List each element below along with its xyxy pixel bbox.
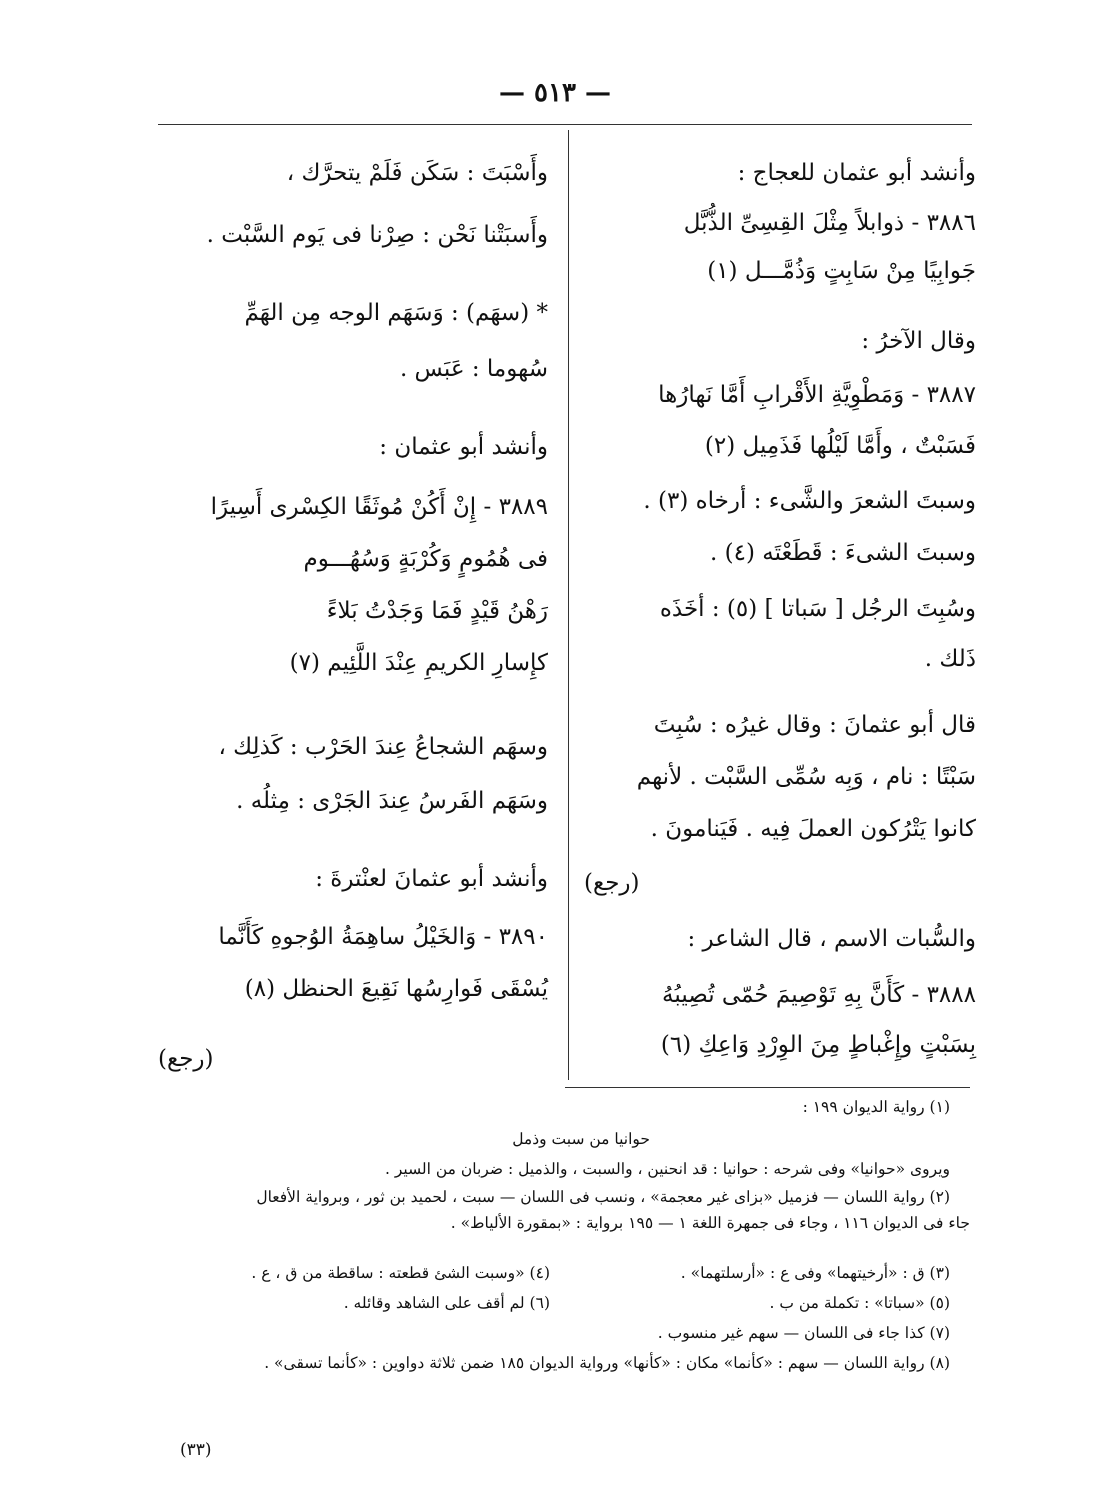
footnote: (٣) ق : «أرخيتهما» وفى ع : «أرسلتهما» . — [680, 1264, 950, 1282]
footnote: (٢) رواية اللسان — فزميل «بزاى غير معجمة» ، ونسب فى اللسان — سبت ، لحميد بن ثور ، وبرواية الأفعال — [256, 1188, 950, 1206]
verse-line: بِسَبْتٍ وإِغْباطٍ مِنَ الوِرْدِ وَاعِكِ (٦) — [660, 1032, 976, 1058]
text-line: كانوا يَتْرُكون العملَ فِيه . فَيَنامونَ . — [650, 816, 976, 842]
text-line: وسهَم الشجاعُ عِندَ الحَرْب : كَذلِك ، — [218, 734, 548, 760]
text-line: وأَسبَتْنا نَحْن : صِرْنا فى يَوم السَّبْت . — [206, 222, 548, 248]
text-line: وأنشد أبو عثمان : — [379, 434, 548, 460]
text-line: وقال الآخرُ : — [861, 328, 976, 354]
footnote-rule — [565, 1087, 970, 1088]
verse-line: يُسْقَى فَوارِسُها نَقِيعَ الحنظل (٨) — [244, 976, 548, 1002]
footnote: جاء فى الديوان ١١٦ ، وجاء فى جمهرة اللغة ١ — ١٩٥ برواية : «بمقورة الألياط» . — [450, 1214, 970, 1232]
top-rule — [158, 124, 972, 125]
text-line: والسُّبات الاسم ، قال الشاعر : — [687, 926, 976, 952]
text-line: وسُبِتَ الرجُل [ سَباتا ] (٥) : أخَذَه — [659, 596, 976, 622]
verse-line: فَسَبْتٌ ، وأَمَّا لَيْلُها فَذَمِيل (٢) — [704, 433, 976, 459]
verse-line: ٣٨٨٧ - وَمَطْوِيَّةِ الأَقْرابِ أَمَّا نَهارُها — [658, 382, 976, 408]
text-line: وأنشد أبو عثمانَ لعنْترةَ : — [315, 866, 548, 892]
footnote: (٧) كذا جاء فى اللسان — سهم غير منسوب . — [657, 1324, 950, 1342]
footnote: (٤) «وسبت الشئ قطعته : ساقطة من ق ، ع . — [251, 1264, 550, 1282]
footnote: (٦) لم أقف على الشاهد وقائله . — [343, 1294, 550, 1312]
text-line: وأنشد أبو عثمان للعجاج : — [737, 160, 976, 186]
text-line: وسَهَم الفَرسُ عِندَ الجَرْى : مِثلُه . — [236, 788, 548, 814]
verse-line: ٣٨٨٨ - كَأَنَّ بِهِ تَوْصِيمَ حُمّى تُصِيبُهُ — [662, 982, 976, 1008]
verse-line: ٣٨٨٦ - ذوابلاً مِثْلَ القِسِىِّ الذُّبَّل — [683, 210, 976, 236]
verse-line: جَوابِيًا مِنْ سَابِتٍ وَذُمَّـــل (١) — [707, 258, 976, 284]
return-marker: (رجع) — [158, 1046, 214, 1072]
footnote: (٨) رواية اللسان — سهم : «كأنما» مكان : «كأنها» ورواية الديوان ١٨٥ ضمن ثلاثة دواوين : «كأنما تسقى» . — [264, 1354, 950, 1372]
text-line: سُهوما : عَبَس . — [399, 356, 548, 382]
text-line: قال أبو عثمانَ : وقال غيرُه : سُبِتَ — [653, 712, 976, 738]
text-line: وأَسْبَتَ : سَكَن فَلَمْ يتحرَّك ، — [286, 160, 548, 186]
text-line: سَبْتًا : نام ، وَبِه سُمِّى السَّبْت . لأنهم — [636, 764, 976, 790]
verse-line: فى هُمُومٍ وَكُرْبَةٍ وَسُهُـــوم — [303, 546, 548, 572]
text-line: * (سهَم) : وَسَهَم الوجه مِن الهَمِّ — [244, 300, 548, 326]
text-line: ذَلك . — [924, 646, 976, 672]
verse-line: ٣٨٩٠ - وَالخَيْلُ ساهِمَةُ الوُجوهِ كَأَنَّما — [218, 924, 548, 950]
verse-line: ٣٨٨٩ - إِنْ أَكُنْ مُوثَقًا الكِسْرى أَسِيرًا — [210, 494, 548, 520]
signature-mark: (٣٣) — [180, 1440, 212, 1460]
footnote: ويروى «حوانيا» وفى شرحه : حوانيا : قد انحنين ، والسبت ، والذميل : ضربان من السير . — [384, 1160, 950, 1178]
page-number: — ٥١٣ — — [498, 78, 612, 108]
verse-line: كإِسارِ الكريمِ عِنْدَ اللَّئِيم (٧) — [289, 650, 548, 676]
footnote: (١) رواية الديوان ١٩٩ : — [802, 1098, 950, 1116]
return-marker: (رجع) — [584, 870, 640, 896]
verse-line: رَهْنُ قَيْدٍ فَمَا وَجَدْتُ بَلاءً — [326, 598, 548, 624]
text-line: وسبتَ الشىءَ : قَطَعْتَه (٤) . — [710, 540, 976, 566]
column-divider — [568, 130, 569, 1080]
footnote: (٥) «سباتا» : تكملة من ب . — [769, 1294, 950, 1312]
text-line: وسبتَ الشعرَ والشَّىء : أرخاه (٣) . — [643, 488, 976, 514]
footnote-verse: حوانيا من سبت وذمل — [512, 1130, 650, 1148]
